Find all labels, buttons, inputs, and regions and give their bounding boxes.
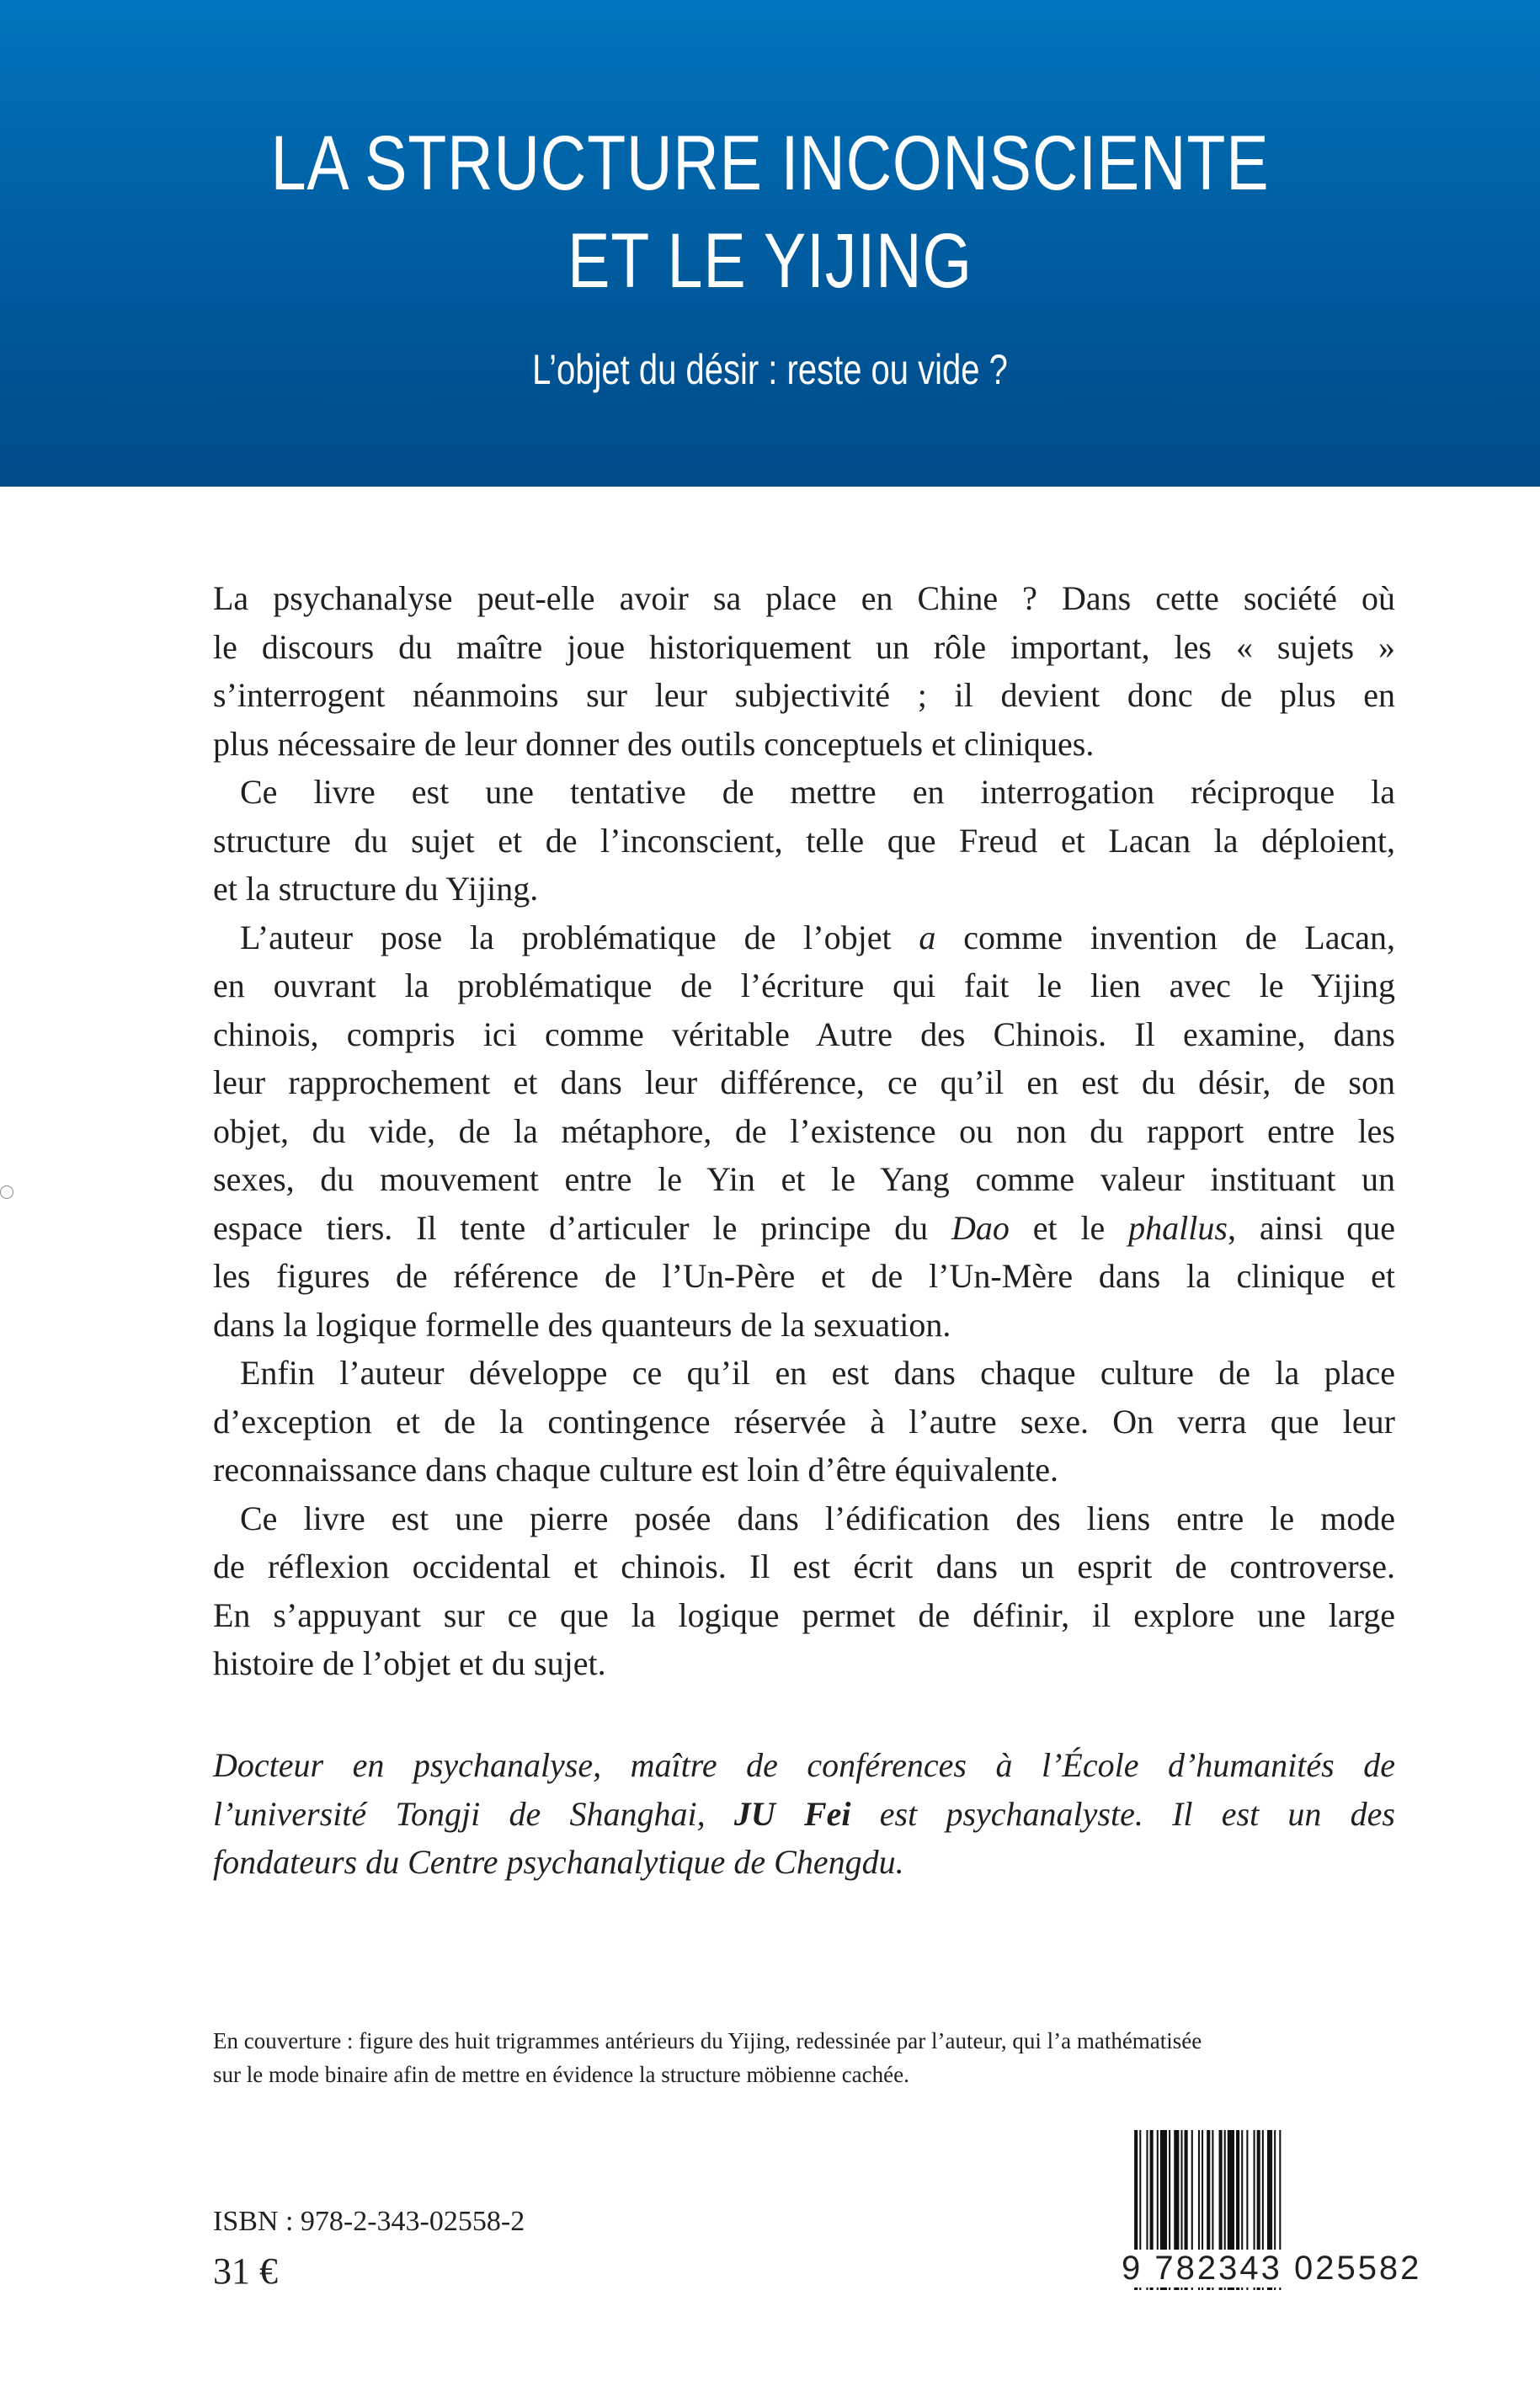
- text-segment: , ainsi que: [1227, 1208, 1395, 1247]
- text-line: [213, 1107, 1395, 1156]
- text-line: [213, 671, 1395, 720]
- text-segment: fondateurs du Centre psychanalytique de Chengdu.: [213, 1843, 904, 1881]
- text-line: [213, 961, 1395, 1010]
- caption-line: En couverture : figure des huit trigrammes antérieurs du Yijing, redessinée par l’auteur, qui l’a mathématisée: [213, 2028, 1202, 2053]
- text-segment: comme invention de Lacan,: [935, 918, 1396, 956]
- text-line: [213, 1639, 1395, 1688]
- text-segment: L’auteur pose la problématique de l’objet: [240, 918, 919, 956]
- blurb-text: [213, 574, 1395, 1688]
- text-segment: sexes, du mouvement entre le Yin et le Yang comme valeur instituant un: [213, 1160, 1395, 1198]
- text-segment: s’interrogent néanmoins sur leur subjectivité ; il devient donc de plus en: [213, 676, 1395, 714]
- text-line: [213, 1446, 1395, 1494]
- text-segment: plus nécessaire de leur donner des outils conceptuels et cliniques.: [213, 724, 1095, 763]
- text-segment: structure du sujet et de l’inconscient, telle que Freud et Lacan la déploient,: [213, 821, 1395, 860]
- text-line: [213, 1058, 1395, 1107]
- cover-header-band: [0, 0, 1540, 487]
- text-line: [213, 1301, 1395, 1350]
- text-line: [213, 913, 1395, 962]
- text-line: [213, 1398, 1395, 1446]
- italic-term: phallus: [1128, 1208, 1228, 1247]
- text-segment: et la structure du Yijing.: [213, 870, 539, 908]
- text-segment: les figures de référence de l’Un-Père et de l’Un-Mère dans la clinique et: [213, 1257, 1395, 1295]
- text-segment: l’université Tongji de Shanghai,: [213, 1794, 734, 1833]
- author-bio: [213, 1741, 1395, 1887]
- text-segment: reconnaissance dans chaque culture est loin d’être équivalente.: [213, 1451, 1059, 1489]
- text-segment: Ce livre est une pierre posée dans l’édification des liens entre le mode: [240, 1499, 1395, 1537]
- text-segment: La psychanalyse peut-elle avoir sa place en Chine ? Dans cette société où: [213, 579, 1395, 617]
- text-segment: et le: [1009, 1208, 1129, 1247]
- text-segment: objet, du vide, de la métaphore, de l’existence ou non du rapport entre les: [213, 1111, 1395, 1150]
- text-line: [213, 720, 1395, 769]
- text-line: [213, 1252, 1395, 1301]
- isbn: ISBN : 978-2-343-02558-2: [213, 2206, 525, 2237]
- text-segment: d’exception et de la contingence réservée à l’autre sexe. On verra que leur: [213, 1402, 1395, 1441]
- text-segment: le discours du maître joue historiquement un rôle important, les « sujets »: [213, 627, 1395, 666]
- text-segment: Ce livre est une tentative de mettre en interrogation réciproque la: [240, 773, 1395, 811]
- text-segment: dans la logique formelle des quanteurs de la sexuation.: [213, 1305, 951, 1344]
- text-segment: est psychanalyste. Il est un des: [850, 1794, 1395, 1833]
- author-name: JU Fei: [733, 1794, 851, 1833]
- italic-term: Dao: [951, 1208, 1010, 1247]
- text-line: [213, 1591, 1395, 1640]
- text-segment: leur rapprochement et dans leur différence, ce qu’il en est du désir, de son: [213, 1063, 1395, 1101]
- text-line: [213, 1838, 1395, 1887]
- text-line: [213, 1155, 1395, 1204]
- text-line: [213, 817, 1395, 865]
- book-title-line-1: LA STRUCTURE INCONSCIENTE: [270, 120, 1270, 206]
- caption-line: sur le mode binaire afin de mettre en évidence la structure möbienne cachée.: [213, 2062, 909, 2087]
- italic-term: a: [919, 918, 936, 956]
- text-segment: Enfin l’auteur développe ce qu’il en est dans chaque culture de la place: [240, 1354, 1395, 1392]
- text-line: [213, 623, 1395, 672]
- text-segment: histoire de l’objet et du sujet.: [213, 1644, 606, 1682]
- text-line: [213, 865, 1395, 913]
- barcode-number: 9 782343 025582: [1122, 2250, 1422, 2287]
- text-line: [213, 1349, 1395, 1398]
- text-line: [213, 1010, 1395, 1059]
- text-segment: Docteur en psychanalyse, maître de conférences à l’École d’humanités de: [213, 1746, 1395, 1784]
- cover-caption: [213, 2024, 1409, 2091]
- text-line: [213, 1542, 1395, 1591]
- text-line: [213, 1790, 1395, 1839]
- price: 31 €: [213, 2250, 278, 2292]
- text-line: [213, 574, 1395, 623]
- text-line: [213, 1494, 1395, 1543]
- text-segment: espace tiers. Il tente d’articuler le principe du: [213, 1208, 951, 1247]
- text-segment: chinois, compris ici comme véritable Autre des Chinois. Il examine, dans: [213, 1015, 1395, 1053]
- text-line: [213, 1204, 1395, 1253]
- text-segment: de réflexion occidental et chinois. Il est écrit dans un esprit de controverse.: [213, 1547, 1395, 1585]
- text-segment: en ouvrant la problématique de l’écriture qui fait le lien avec le Yijing: [213, 967, 1395, 1004]
- text-line: [213, 768, 1395, 817]
- book-subtitle: L’objet du désir : reste ou vide ?: [532, 346, 1008, 393]
- text-segment: En s’appuyant sur ce que la logique permet de définir, il explore une large: [213, 1595, 1395, 1634]
- crop-mark-icon: [0, 1185, 13, 1199]
- text-line: [213, 1741, 1395, 1790]
- book-title-line-2: ET LE YIJING: [568, 218, 972, 304]
